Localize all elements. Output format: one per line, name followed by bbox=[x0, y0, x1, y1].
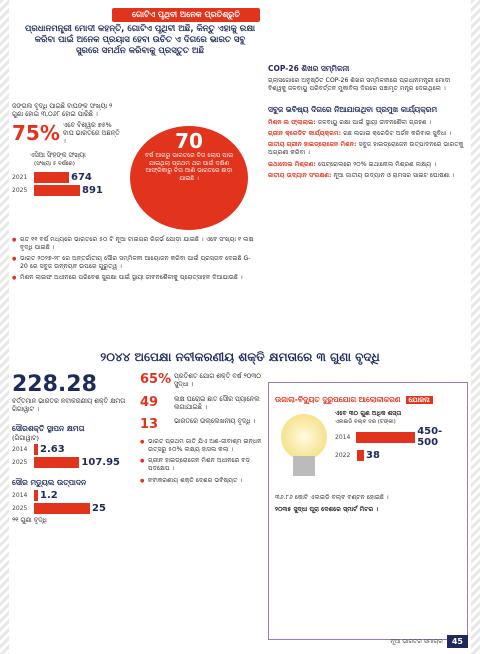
bar bbox=[357, 450, 364, 461]
solar-bar-chart bbox=[12, 444, 120, 468]
pledge-item bbox=[268, 161, 468, 169]
right-border-stripe bbox=[471, 0, 480, 654]
right-column bbox=[268, 64, 468, 183]
bar-year: 2021 bbox=[12, 174, 28, 182]
bar-value: 107.95 bbox=[81, 456, 120, 468]
stat-number: 65% bbox=[140, 372, 172, 387]
pledge-item bbox=[268, 130, 468, 138]
tiger-pct-text: ଏବେ ବିଶ୍ୱର ୭୫% ବାଘ ଭାରତରେ ଅଛନ୍ତି । bbox=[62, 120, 120, 146]
module-note: ୨୧ ଗୁଣା ବୃଦ୍ଧି bbox=[12, 515, 47, 524]
forest-intro: ଜଙ୍ଗଲ ବୃଦ୍ଧି ପାଇଛି ବାଘଙ୍କ ସଂଖ୍ୟା ୨ ଗୁଣା ହୋଇ ୩,୦୬୮ ହୋଇ ପାରିଛି । bbox=[12, 102, 113, 119]
stat-bullet: ● ନବୀକରଣୀୟ ଶକ୍ତି ଦେଶର ଭବିଷ୍ୟତ । bbox=[140, 477, 262, 485]
ujala-title: ଉଜାଲା-ବିଦ୍ୟୁତ ଦୁରୁପଯୋଗ ଆଲୋକୀକରଣ bbox=[275, 395, 401, 404]
stat-row bbox=[140, 417, 262, 432]
renewable-capacity: 228.28 bbox=[12, 372, 97, 397]
module-bar-chart bbox=[12, 490, 120, 514]
stat-bullet: ● ଭାରତ ପ୍ରଥମ ଜାତି ଯିଏ ଅଣ-ଜୀବାଶ୍ମ ଇନ୍ଧନ ଉତ୍ସରୁ ୫୦% ଲକ୍ଷ୍ୟ ହାସଲ କଲା । bbox=[140, 438, 262, 454]
stat-number: 13 bbox=[140, 417, 159, 433]
ujala-note: ୩୬.୮୬ କୋଟି ଏଲଇଡି ବଲ୍ବ ବଣ୍ଟନ ହୋଇଛି । bbox=[275, 494, 389, 501]
bar-value: 450-500 bbox=[417, 426, 443, 449]
left-border-stripe bbox=[0, 0, 9, 654]
pledge-item-text: ସବୁଜ ହାଇଡ୍ରୋଜେନ ଉତ୍ପାଦନରେ ଭାରତକୁ ଅଗ୍ରଣୀ କରିବା । bbox=[268, 141, 464, 157]
bar-row bbox=[12, 490, 120, 501]
stat-row bbox=[140, 395, 262, 412]
pledge-item bbox=[268, 172, 468, 180]
bar-year: 2014 bbox=[335, 433, 351, 441]
page-number: 45 bbox=[447, 635, 468, 648]
pledge-list bbox=[268, 119, 468, 180]
left-bullet: ● ଗତ ୧୧ ବର୍ଷ ମଧ୍ୟରେ ଭାରତରେ ୫୦ ଟି ନୂଆ ଟାଇଗର ରିଜର୍ଭ ଯୋଡ଼ା ଯାଇଛି । ଏବେ ସଂଖ୍ୟା ୧ ଲକ୍ଷ ବୃଦ୍ଧି ପାଇଛି । bbox=[12, 236, 256, 252]
lion-sub: (ସଂଖ୍ୟା ୫ ବର୍ଷରେ) bbox=[34, 160, 75, 167]
bar bbox=[34, 185, 80, 196]
ujala-text: ଏବେ ୩୦ ଗୁଣ ଅଧିକ ଶସ୍ତା bbox=[335, 410, 402, 417]
bar-row bbox=[12, 172, 108, 183]
cop-title: COP-26 ଶିଖର ସମ୍ମିଳନୀ bbox=[268, 64, 350, 73]
bar-row bbox=[335, 450, 461, 461]
bar-value: 1.2 bbox=[40, 489, 58, 501]
stat-text: ପ୍ରତିଶତ ଯୋଗ ଶକ୍ତି ବର୍ଷ ୨୦୩୦ ସୁଦ୍ଧା । bbox=[174, 372, 261, 389]
pledge-item-head: ଗ୍ରୀନ କ୍ରେଡିଟ କାର୍ଯ୍ୟକ୍ରମ: bbox=[268, 130, 344, 138]
bar-year: 2022 bbox=[335, 452, 351, 460]
pledge-item bbox=[268, 141, 468, 157]
renewable-desc: ବର୍ତ୍ତମାନ ଭାରତର ନବୀକରଣୀୟ ଶକ୍ତି କ୍ଷମତା ଗିଗାୱାଟ । bbox=[12, 397, 126, 414]
pledge-title: ସବୁଜ ଭବିଷ୍ୟ ଦିଗରେ ନିଆଯାଉଥିବା ପ୍ରମୁଖ କାର୍ଯ୍ୟକ୍ରମ bbox=[268, 105, 438, 115]
stat-text: ଭାରତରେ ଉଲ୍ଲେଖନୀୟ ବୃଦ୍ଧି । bbox=[174, 417, 256, 426]
pledge-item-head: ଜାତୀୟ ଗ୍ରୀନ ହାଇଡ୍ରୋଜେନ ମିଶନ: bbox=[268, 141, 359, 149]
bar bbox=[34, 490, 38, 501]
pledge-item-text: ଗଛ ଲଗାଇ କ୍ରେଡିଟ ଅର୍ଜନ କରିବାର ସୁବିଧା । bbox=[343, 130, 452, 138]
pledge-item-head: ଇଥାନୋଲ ମିଶ୍ରଣ: bbox=[268, 160, 319, 168]
stat-bullet: ● ଗ୍ରୀନ ହାଇଡ୍ରୋଜେନ ମିଶନ ଅଧୀନରେ ବଡ଼ ପଦକ୍ଷେପ । bbox=[140, 457, 262, 473]
stat-row bbox=[140, 372, 262, 389]
pledge-item-head: ମିଶନ ଲ ଫ୍ଲାଲାଇ: bbox=[268, 119, 318, 127]
footer bbox=[391, 635, 468, 648]
cheetah-text: ବର୍ଷ ଆଗରୁ ଭାରତରେ ଚିତା ଲୋପ ପାଇ ଯାଇଥିଲା ପ୍ରଥମ ଥର ପାଇଁ ଦକ୍ଷିଣ ଆଫ୍ରିକାରୁ ଚିତା ଆଣି ଭାରତରେ ଛାଡ଼ା ଯାଇଛି । bbox=[144, 152, 234, 182]
led-price-chart bbox=[335, 426, 461, 461]
bar-year: 2014 bbox=[12, 445, 28, 453]
bar-row bbox=[335, 426, 461, 448]
led-bulb-icon bbox=[275, 410, 335, 490]
tiger-pct: 75% bbox=[12, 121, 60, 146]
bar-row bbox=[12, 444, 120, 455]
bar-value: 674 bbox=[71, 172, 92, 184]
stat-text: ଲକ୍ଷ ଘରୋଇ ଛାତ ସୌର ପ୍ୟାନେଲ ଲଗାଯାଇଛି । bbox=[174, 394, 260, 411]
pledge-item-head: ଜାତୀୟ ଉଦ୍ୟାନ ସଂରକ୍ଷଣ: bbox=[268, 171, 334, 179]
footer-text: ନୂଆ ଭାରତର ସମାଚାର bbox=[390, 637, 443, 645]
left-bullets bbox=[12, 236, 256, 285]
bar-value: 38 bbox=[366, 450, 380, 462]
bar bbox=[356, 432, 415, 443]
lion-label: ଏସିଆ ସିଂହଙ୍କ ସଂଖ୍ୟା bbox=[30, 151, 86, 160]
bar-year: 2025 bbox=[12, 458, 28, 466]
lion-bar-chart bbox=[12, 172, 108, 196]
ujala-title-tag: ଯୋଜନା bbox=[406, 396, 433, 404]
left-bullet: ● ମିଶନ ଲାଇଫ ଅଧୀନରେ ପରିବେଶ ସୁରକ୍ଷା ପାଇଁ ସ୍ଥାୟୀ ଜୀବନଶୈଳୀକୁ ପ୍ରୋତ୍ସାହନ ଦିଆଯାଉଛି । bbox=[12, 274, 256, 282]
pledge-item-text: ପେଟ୍ରୋଲରେ ୨୦% ଇଥାନୋଲ ମିଶ୍ରଣ ଲକ୍ଷ୍ୟ । bbox=[318, 160, 437, 168]
bar-year: 2025 bbox=[12, 187, 28, 195]
bar-value: 2.63 bbox=[40, 443, 65, 455]
cheetah-years: 70 bbox=[175, 129, 203, 153]
solar-sub: (ଗିଗାୱାଟ) bbox=[12, 433, 39, 442]
bar-year: 2014 bbox=[12, 491, 28, 499]
bar-row bbox=[12, 185, 108, 196]
stat-bullets bbox=[140, 438, 262, 484]
top-headline: ପ୍ରଧାନମନ୍ତ୍ରୀ ମୋଦୀ କହନ୍ତି, ଗୋଟିଏ ପୃଥିବୀ ଅଛି, କିନ୍ତୁ ଏହାକୁ ରକ୍ଷା କରିବା ପାଇଁ ଅନେକ ପ୍ରୟାସ ହେବା ଉଚିତ ଏ ଦିଗରେ ଭାରତ ସବୁ ସୁରରେ ସମର୍ଥନ କରିବାକୁ ପ୍ରସ୍ତୁତ ଅଛି bbox=[24, 24, 256, 56]
renewable-section-title: ୨୦୪୪ ଅପେକ୍ଷା ନବୀକରଣୀୟ ଶକ୍ତି କ୍ଷମତାରେ ୩ ଗୁଣା ବୃଦ୍ଧି bbox=[100, 350, 380, 364]
bar-row bbox=[12, 503, 120, 514]
renewable-stats bbox=[140, 372, 262, 488]
bar-value: 891 bbox=[82, 185, 103, 197]
pledge-item bbox=[268, 119, 468, 127]
bar bbox=[34, 503, 90, 514]
stat-number: 49 bbox=[140, 394, 159, 410]
bar bbox=[34, 444, 38, 455]
pledge-item-text: ଜଳବାୟୁ ରକ୍ଷା ପାଇଁ ସ୍ଥାୟୀ ଜୀବନଶୈଳୀ ଗ୍ରହଣ । bbox=[317, 119, 432, 127]
ujala-box bbox=[268, 382, 468, 640]
module-title: ସୌର ମଡ୍ୟୁଲ ଉତ୍ପାଦନ bbox=[12, 477, 87, 487]
cheetah-circle bbox=[130, 126, 248, 230]
top-banner: ଗୋଟିଏ ପୃଥିବୀ ଅନେକ ପ୍ରତିଶ୍ରୁତି bbox=[112, 8, 260, 22]
cop-text: ଗ୍ଲାସଗୋରେ ଅନୁଷ୍ଠିତ COP-26 ଶିଖର ସମ୍ମିଳନୀରେ ପ୍ରଧାନମନ୍ତ୍ରୀ ମୋଦୀ ବିଶ୍ୱକୁ ଜଳବାୟୁ ପରିବର୍ତ୍ତନ ମୁକାବିଲା ଦିଗରେ ପଞ୍ଚାମୃତ ମନ୍ତ୍ର ଦେଇଥିଲେ । bbox=[268, 77, 451, 93]
magazine-page bbox=[12, 6, 468, 648]
renewable-left bbox=[12, 372, 132, 524]
bar-row bbox=[12, 457, 120, 468]
ujala-sub: ଏଲଇଡି ବଲ୍ବ ଦର (ଟଙ୍କା) bbox=[335, 419, 396, 426]
bar-year: 2025 bbox=[12, 504, 28, 512]
bar bbox=[34, 172, 69, 183]
left-bullet: ● ଭାରତ ୨୦୨୭-୨୮ ରେ ଅନ୍ତର୍ଜାତୀୟ ସୌର ସମ୍ମିଳନୀ ଆୟୋଜନ କରିବା ପାଇଁ ପ୍ରସ୍ତାବ ଦେଇଛି G-20 ରେ ସବୁଜ ଉନ୍ନୟନ ଉପରେ ଗୁରୁତ୍ୱ । bbox=[12, 255, 256, 271]
solar-title: ସୌରଶକ୍ତି ସ୍ଥାପନ କ୍ଷମତା bbox=[12, 423, 85, 433]
pledge-item-text: ନୂଆ ଜାତୀୟ ଉଦ୍ୟାନ ଓ ରାମସର ସାଇଟ ଘୋଷଣା । bbox=[333, 171, 455, 179]
bar-value: 25 bbox=[92, 502, 106, 514]
bar bbox=[34, 457, 80, 468]
ujala-more: ୨୦୩୫ ସୁଦ୍ଧା ପୂରା ଦେଶରେ ସ୍ମାର୍ଟ ମିଟର । bbox=[275, 506, 379, 514]
